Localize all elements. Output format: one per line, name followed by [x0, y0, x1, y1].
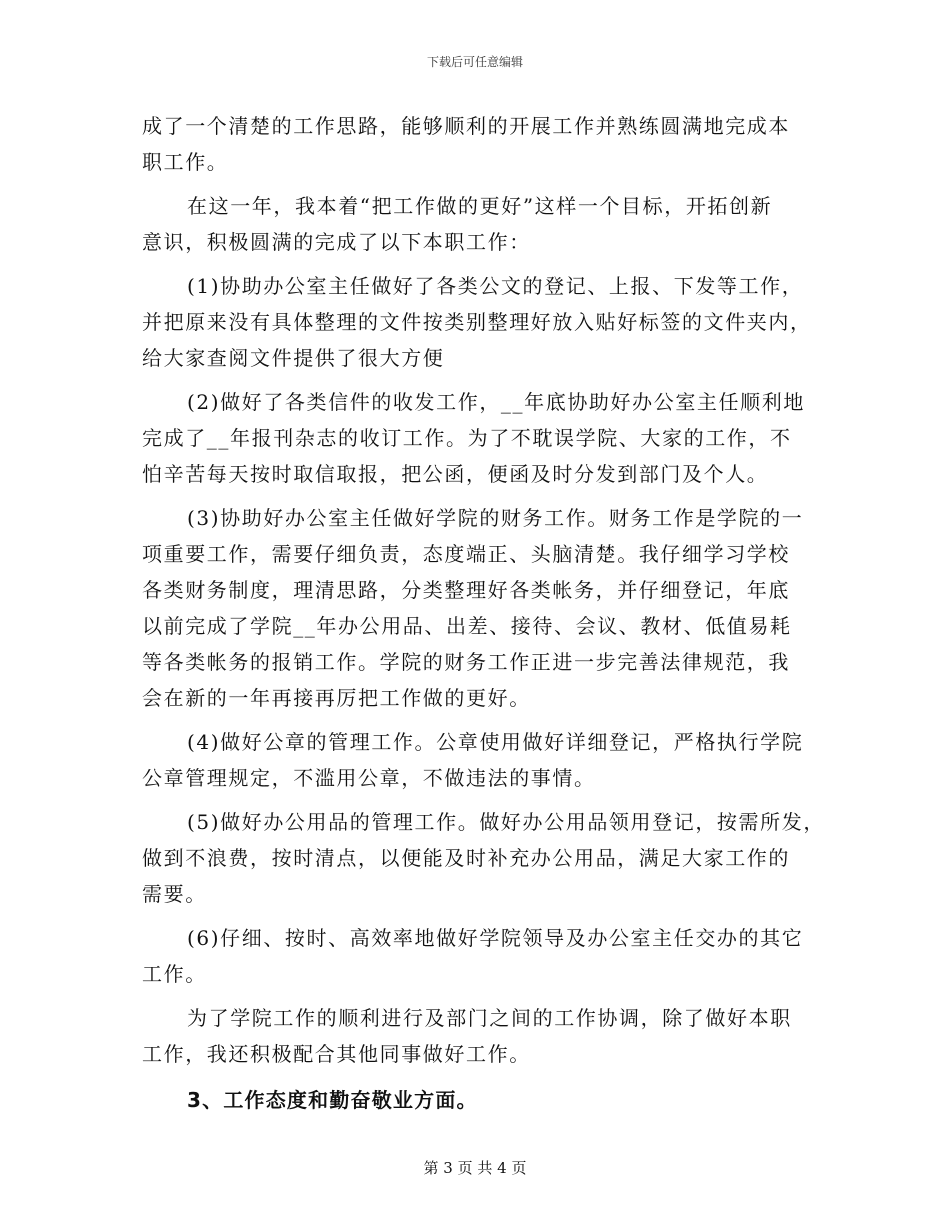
body-line: (3)协助好办公室主任做好学院的财务工作。财务工作是学院的一 [187, 506, 804, 530]
body-line: 职工作。 [142, 150, 229, 174]
body-line: 公章管理规定，不滥用公章，不做违法的事情。 [142, 766, 596, 790]
body-line: (5)做好办公用品的管理工作。做好办公用品领用登记，按需所发， [187, 810, 825, 834]
body-line: 为了学院工作的顺利进行及部门之间的工作协调，除了做好本职 [187, 1006, 792, 1030]
body-line: (6)仔细、按时、高效率地做好学院领导及办公室主任交办的其它 [187, 926, 804, 950]
body-line: 意识，积极圆满的完成了以下本职工作： [142, 230, 531, 254]
body-line: 需要。 [142, 882, 207, 906]
body-line: 做到不浪费，按时清点，以便能及时补充办公用品，满足大家工作的 [142, 846, 790, 870]
page-header: 下载后可任意编辑 [426, 55, 523, 69]
body-line: 以前完成了学院__年办公用品、出差、接待、会议、教材、低值易耗 [142, 614, 792, 638]
body-line: 成了一个清楚的工作思路，能够顺利的开展工作并熟练圆满地完成本 [142, 114, 790, 138]
body-line: 等各类帐务的报销工作。学院的财务工作正进一步完善法律规范，我 [142, 650, 790, 674]
body-line: (1)协助办公室主任做好了各类公文的登记、上报、下发等工作， [187, 274, 804, 298]
body-line: 工作。 [142, 962, 207, 986]
body-line: 项重要工作，需要仔细负责，态度端正、头脑清楚。我仔细学习学校 [142, 542, 790, 566]
body-line: 在这一年，我本着“把工作做的更好”这样一个目标，开拓创新 [187, 194, 773, 218]
body-line: 完成了__年报刊杂志的收订工作。为了不耽误学院、大家的工作，不 [142, 426, 792, 450]
body-line: 会在新的一年再接再厉把工作做的更好。 [142, 686, 531, 710]
body-line: 给大家查阅文件提供了很大方便 [142, 346, 445, 370]
body-line: 工作，我还积极配合其他同事做好工作。 [142, 1042, 531, 1066]
section-heading: 3、工作态度和勤奋敬业方面。 [187, 1088, 478, 1112]
document-body [142, 108, 825, 1118]
body-line: 各类财务制度，理清思路，分类整理好各类帐务，并仔细登记，年底 [142, 578, 790, 602]
body-line: 并把原来没有具体整理的文件按类别整理好放入贴好标签的文件夹内， [142, 310, 812, 334]
body-line: 怕辛苦每天按时取信取报，把公函，便函及时分发到部门及个人。 [142, 462, 769, 486]
body-line: (4)做好公章的管理工作。公章使用做好详细登记，严格执行学院 [187, 730, 804, 754]
page-footer: 第 3 页 共 4 页 [423, 1159, 527, 1177]
body-line: (2)做好了各类信件的收发工作，__年底协助好办公室主任顺利地 [187, 390, 805, 414]
